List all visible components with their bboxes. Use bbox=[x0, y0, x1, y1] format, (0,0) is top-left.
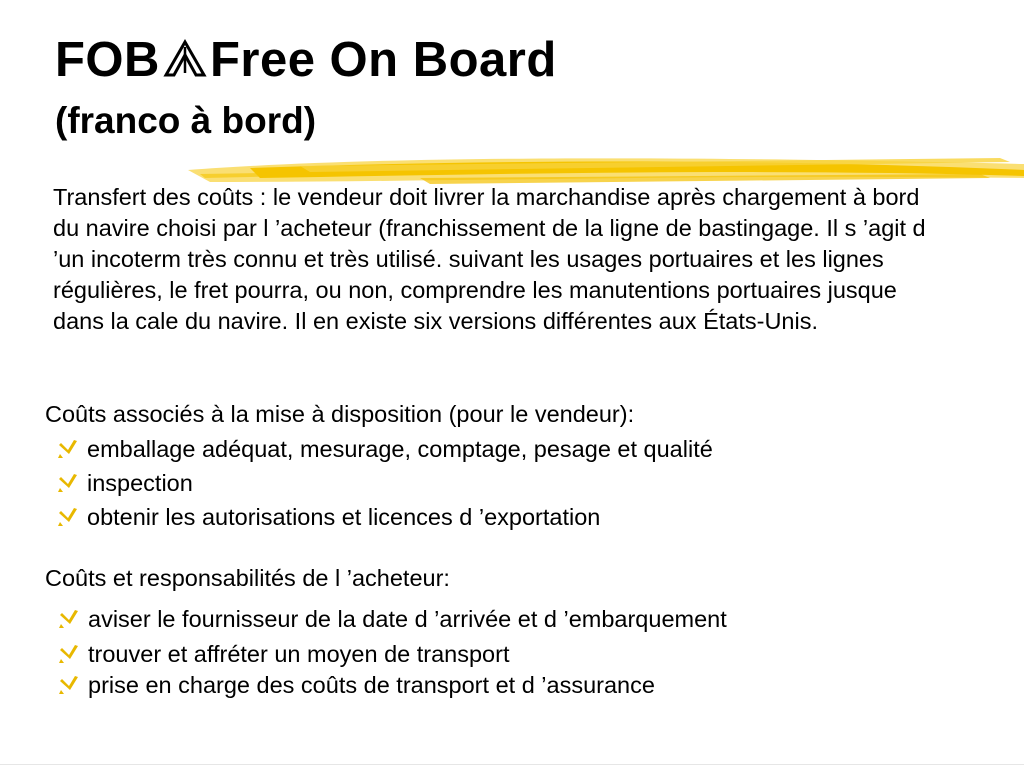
arrowhead-icon bbox=[162, 39, 208, 79]
pencil-check-icon bbox=[57, 507, 79, 527]
list-item-text: aviser le fournisseur de la date d ’arrivée et d ’embarquement bbox=[88, 606, 727, 632]
list-item-text: obtenir les autorisations et licences d ’exportation bbox=[87, 504, 601, 530]
buyer-responsibilities-heading: Coûts et responsabilités de l ’acheteur: bbox=[45, 565, 450, 591]
title-main: Free On Board bbox=[209, 33, 557, 87]
pencil-check-icon bbox=[58, 644, 80, 664]
slide-title bbox=[55, 32, 557, 88]
title-prefix: FOB bbox=[55, 33, 160, 87]
list-item-text: trouver et affréter un moyen de transport bbox=[88, 641, 510, 667]
list-item bbox=[58, 672, 655, 699]
list-item-text: prise en charge des coûts de transport et d ’assurance bbox=[88, 672, 655, 698]
intro-paragraph: Transfert des coûts : le vendeur doit livrer la marchandise après chargement à bord du navire choisi par l ’acheteur (franchissement de la ligne de bastingage. Il s ’agit d ’un incoterm très connu et très utilisé. suivant les usages portuaires et les lignes régulières, le fret pourra, ou non, comprendre les manutentions portuaires jusque dans la cale du navire. Il en existe six versions différentes aux États-Unis. bbox=[53, 184, 926, 334]
list-item bbox=[57, 504, 600, 531]
slide-subtitle: (franco à bord) bbox=[55, 100, 317, 141]
list-item bbox=[57, 436, 713, 463]
list-item bbox=[58, 606, 727, 633]
list-item-text: emballage adéquat, mesurage, comptage, pesage et qualité bbox=[87, 436, 713, 462]
pencil-check-icon bbox=[57, 439, 79, 459]
pencil-check-icon bbox=[58, 609, 80, 629]
list-item-text: inspection bbox=[87, 470, 193, 496]
list-item bbox=[57, 470, 193, 497]
seller-costs-heading: Coûts associés à la mise à disposition (pour le vendeur): bbox=[45, 401, 635, 427]
pencil-check-icon bbox=[58, 675, 80, 695]
list-item bbox=[58, 641, 510, 668]
pencil-check-icon bbox=[57, 473, 79, 493]
footer-divider bbox=[0, 764, 1024, 765]
